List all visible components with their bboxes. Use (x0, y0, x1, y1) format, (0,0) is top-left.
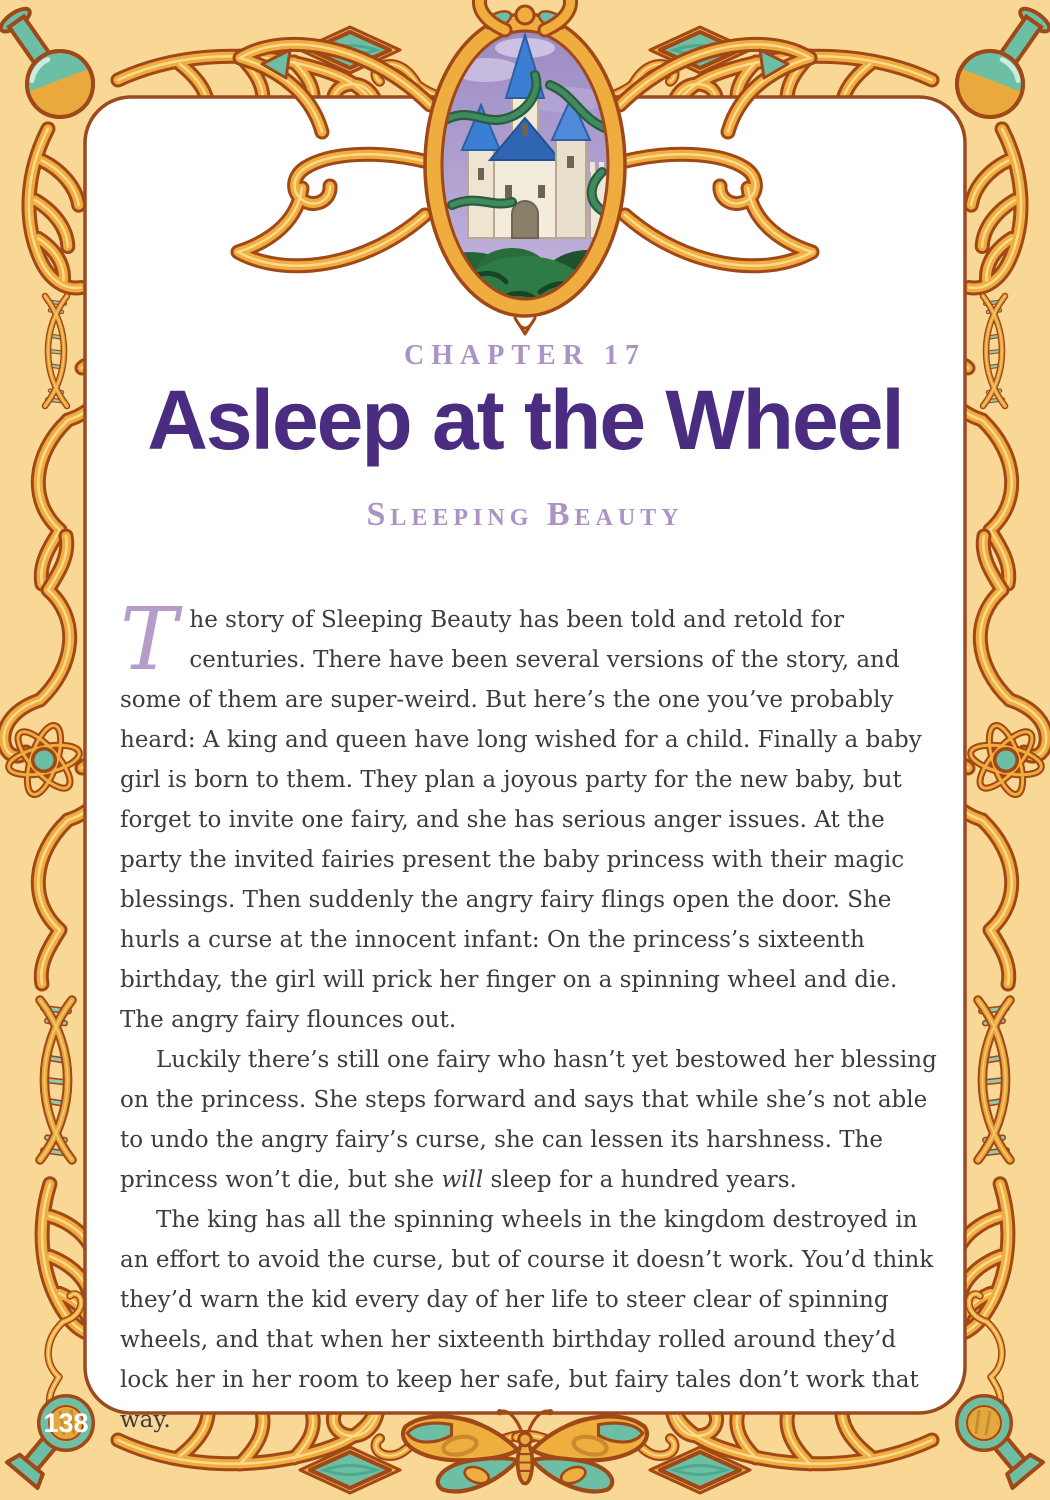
chapter-label: CHAPTER 17 (404, 340, 646, 371)
paragraph-2-text-end: sleep for a hundred years. (483, 1167, 797, 1193)
page-number-badge: 138 (43, 1408, 89, 1438)
paragraph-3: The king has all the spinning wheels in the kingdom destroyed in an effort to avoid the curse, but of course it doesn’t work. You’d think they’d warn the kid every day of her life to steer clear of spinning wheels, and that when her sixteenth birthday rolled around they’d lock her in her room to keep her safe, but fairy tales don’t work that way. (120, 1207, 934, 1433)
paragraph-1-text: he story of Sleeping Beauty has been told and retold for centuries. There have been several versions of the story, and some of them are super-weird. But here’s the one you’ve probably heard: A king and queen have long wished for a child. Finally a baby girl is born to them. They plan a joyous party for the new baby, but forget to invite one fairy, and she has serious anger issues. At the party the invited fairies present the baby princess with their magic blessings. Then suddenly the angry fairy flings open the door. She hurls a curse at the innocent infant: On the princess’s sixteenth birthday, the girl will prick her finger on a spinning wheel and die. The angry fairy flounces out. (120, 607, 922, 1033)
drop-cap: T (120, 590, 178, 690)
page-title: Asleep at the Wheel (147, 373, 903, 467)
paragraph-1 (120, 590, 942, 1040)
body-text (120, 590, 942, 1440)
paragraph-2 (120, 1040, 942, 1200)
paragraph-2-emphasis: will (441, 1167, 484, 1193)
page-subtitle: Sleeping Beauty (366, 496, 684, 533)
paragraph-2-text: Luckily there’s still one fairy who hasn’t yet bestowed her blessing on the princess. She steps forward and says that while she’s not able to undo the angry fairy’s curse, she can lessen its harshness. The princess won’t die, but she (120, 1047, 937, 1193)
